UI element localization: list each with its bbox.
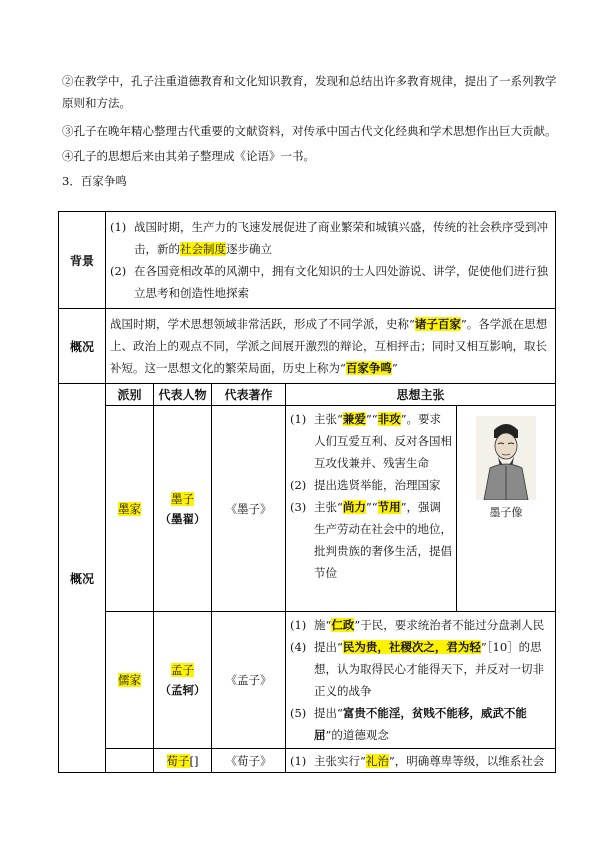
highlight-non-aggression: 非攻 bbox=[377, 412, 401, 426]
mozi-portrait-panel bbox=[457, 406, 555, 611]
header-school: 派别 bbox=[106, 384, 154, 406]
confucian-ideas bbox=[286, 612, 556, 749]
header-person: 代表人物 bbox=[154, 384, 212, 406]
confucian-idea-5: (5) 提出“富贵不能淫，贫贱不能移，威武不能屈”的道德观念 bbox=[290, 706, 527, 742]
background-row bbox=[59, 212, 556, 309]
moral-maxim: 富贵不能淫，贫贱不能移，威武不能屈 bbox=[314, 706, 527, 742]
xunzi-row bbox=[59, 749, 556, 773]
overview-text-c: ” bbox=[391, 361, 398, 375]
background-content bbox=[106, 212, 556, 309]
work-mencius: 《孟子》 bbox=[212, 612, 286, 749]
schools-header-row bbox=[59, 384, 556, 406]
highlight-people-first: 民为贵，社稷次之，君为轻 bbox=[342, 640, 481, 654]
paragraph-teaching bbox=[62, 70, 562, 114]
confucian-idea-1: (1) 施“仁政”于民，要求统治者不能过分盘剥人民 bbox=[290, 618, 545, 632]
person-xunzi-name: 荀子 bbox=[166, 753, 190, 768]
section-heading-text: 3．百家争鸣 bbox=[62, 174, 127, 188]
paragraph-teaching-text: ②在教学中，孔子注重道德教育和文化知识教育，发现和总结出许多教育规律，提出了一系列教学原则和方法。 bbox=[62, 74, 557, 110]
paragraph-analects-text: ④孔子的思想后来由其弟子整理成《论语》一书。 bbox=[62, 149, 315, 163]
school-mohist: 墨家 bbox=[118, 501, 141, 516]
item-number: (1) bbox=[110, 220, 127, 234]
background-item-2-text: 在各国竞相改革的风潮中，拥有文化知识的士人四处游说、讲学，促使他们进行独立思考和创造性地探索 bbox=[134, 264, 548, 300]
background-item-1 bbox=[106, 216, 555, 260]
overview-text-b: ”。各学派在思想上、政治上的观点不同，学派之间展开激烈的辩论，互相抨击；同时又相互影响，取长补短。这一思想文化的繁荣局面，历史上称为“ bbox=[110, 317, 548, 375]
highlight-social-system: 社会制度 bbox=[180, 242, 226, 256]
background-item-1-tail: 逐步确立 bbox=[226, 242, 272, 256]
highlight-universal-love: 兼爱 bbox=[342, 412, 366, 426]
hundred-schools-table bbox=[58, 211, 556, 773]
mohist-row bbox=[59, 406, 556, 612]
person-mozi bbox=[154, 406, 212, 612]
highlight-strength: 尚力 bbox=[342, 500, 366, 514]
mohist-idea-2: (2) 提出选贤举能，治理国家 bbox=[290, 478, 441, 492]
person-mencius bbox=[154, 612, 212, 749]
person-xunzi bbox=[154, 749, 212, 773]
highlight-rule-of-rites: 礼治 bbox=[365, 753, 389, 768]
overview-text-a: 战国时期，学术思想领域非常活跃，形成了不同学派，史称“ bbox=[110, 317, 415, 331]
background-label: 背景 bbox=[59, 212, 106, 309]
xunzi-idea-1: (1) 主张实行“礼治”，明确尊卑等级，以维系社会 bbox=[290, 753, 545, 768]
background-item-2 bbox=[106, 260, 555, 304]
highlight-frugality: 节用 bbox=[377, 500, 401, 514]
work-mozi: 《墨子》 bbox=[212, 406, 286, 612]
mohist-ideas bbox=[286, 406, 556, 612]
xunzi-ideas bbox=[286, 749, 556, 773]
mozi-portrait-image bbox=[476, 416, 536, 500]
person-mencius-alt: （孟轲） bbox=[159, 683, 206, 697]
overview-content bbox=[106, 309, 556, 384]
paragraph-documents-text: ③孔子在晚年精心整理古代重要的文献资料，对传承中国古代文化经典和学术思想作出巨大贡献。 bbox=[62, 124, 557, 138]
school-confucian: 儒家 bbox=[118, 673, 141, 687]
person-mozi-alt: （墨翟） bbox=[159, 511, 206, 526]
paragraph-analects bbox=[62, 145, 562, 167]
highlight-hundred-schools: 诸子百家 bbox=[414, 317, 461, 331]
highlight-contention: 百家争鸣 bbox=[345, 361, 392, 375]
paragraph-documents bbox=[62, 120, 562, 142]
work-xunzi: 《荀子》 bbox=[212, 749, 286, 773]
mozi-portrait-caption: 墨子像 bbox=[489, 506, 523, 519]
item-number: (2) bbox=[110, 264, 127, 278]
person-mozi-name: 墨子 bbox=[171, 491, 194, 506]
person-mencius-name: 孟子 bbox=[171, 663, 194, 677]
overview2-label: 概况 bbox=[59, 384, 106, 773]
background-item-1-text: 战国时期，生产力的飞速发展促进了商业繁荣和城镇兴盛，传统的社会秩序受到冲击，新的 bbox=[134, 220, 548, 256]
mohist-idea-1: (1) 主张“兼爱”“非攻”。要求人们互爱互利、反对各国相互攻伐兼并、残害生命 bbox=[290, 412, 452, 470]
header-ideas: 思想主张 bbox=[286, 384, 556, 406]
header-work: 代表著作 bbox=[212, 384, 286, 406]
confucian-row bbox=[59, 612, 556, 749]
mohist-idea-3: (3) 主张“尚力”“节用”，强调生产劳动在社会中的地位，批判贵族的奢侈生活，提倡节俭 bbox=[290, 500, 452, 580]
overview-label: 概况 bbox=[59, 309, 106, 384]
highlight-benevolent-gov: 仁政 bbox=[331, 618, 355, 632]
confucian-idea-4: (4) 提出“民为贵，社稷次之，君为轻”［10］的思想，认为取得民心才能得天下，并反对一切非正义的战争 bbox=[290, 640, 544, 698]
person-xunzi-mark: [] bbox=[189, 753, 199, 768]
overview-row bbox=[59, 309, 556, 384]
section-heading bbox=[62, 170, 562, 192]
